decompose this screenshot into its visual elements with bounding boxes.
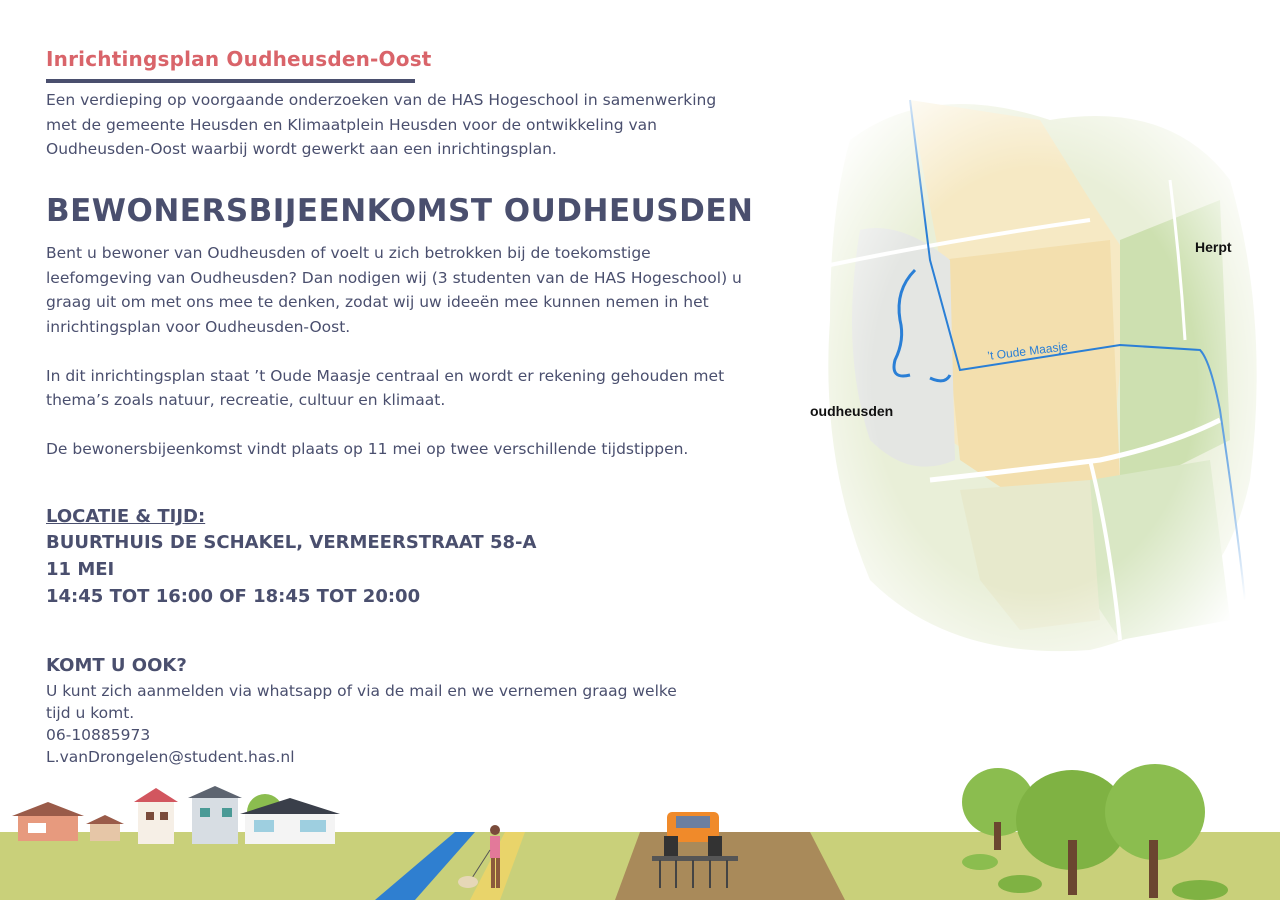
intro-text: Een verdieping op voorgaande onderzoeken van de HAS Hogeschool in samenwerking met de gemeente Heusden en Klimaatplein Heusden voor de ontwikkeling van Oudheusden-Oost waarbij wordt gewerkt aan een inrichtingsplan.: [46, 91, 717, 158]
river-label: ’t Oude Maasje: [986, 339, 1069, 363]
label-oudheusden: oudheusden: [810, 403, 894, 419]
main-heading: BEWONERSBIJEENKOMST OUDHEUSDEN: [46, 193, 754, 229]
location-address: BUURTHUIS DE SCHAKEL, VERMEERSTRAAT 58-A: [46, 532, 537, 553]
location-times: 14:45 TOT 16:00 OF 18:45 TOT 20:00: [46, 586, 421, 607]
document-subtitle: Inrichtingsplan Oudheusden-Oost: [46, 47, 432, 71]
footer-illustration: [0, 760, 1280, 900]
map-illustration: [790, 60, 1280, 700]
label-herpt: Herpt: [1195, 239, 1232, 255]
signup-body: [46, 680, 706, 768]
signup-text: U kunt zich aanmelden via whatsapp of via de mail en we vernemen graag welke tijd u komt.: [46, 682, 677, 722]
plowed-field: [615, 832, 845, 900]
phone-number[interactable]: 06-10885973: [46, 726, 151, 744]
paragraph-themes: In dit inrichtingsplan staat ’t Oude Maasje centraal en wordt er rekening gehouden met thema’s zoals natuur, recreatie, cultuur en klimaat.: [46, 366, 725, 409]
body-text: [46, 241, 746, 486]
paragraph-invite: Bent u bewoner van Oudheusden of voelt u zich betrokken bij de toekomstige leefomgeving van Oudheusden? Dan nodigen wij (3 studenten van de HAS Hogeschool) u graag uit om met ons mee te denken, zodat wij uw ideeën mee kunnen nemen in het inrichtingsplan voor Oudheusden-Oost.: [46, 244, 742, 336]
location-label: LOCATIE & TIJD:: [46, 506, 206, 527]
area-map: [790, 60, 1280, 700]
title-underline: [46, 79, 415, 83]
landscape-scene: [0, 760, 1280, 900]
signup-heading: KOMT U OOK?: [46, 655, 187, 676]
paragraph-date: De bewonersbijeenkomst vindt plaats op 11 mei op twee verschillende tijdstippen.: [46, 440, 689, 458]
email-link[interactable]: L.vanDrongelen@student.has.nl: [46, 748, 295, 766]
location-date: 11 MEI: [46, 559, 115, 580]
